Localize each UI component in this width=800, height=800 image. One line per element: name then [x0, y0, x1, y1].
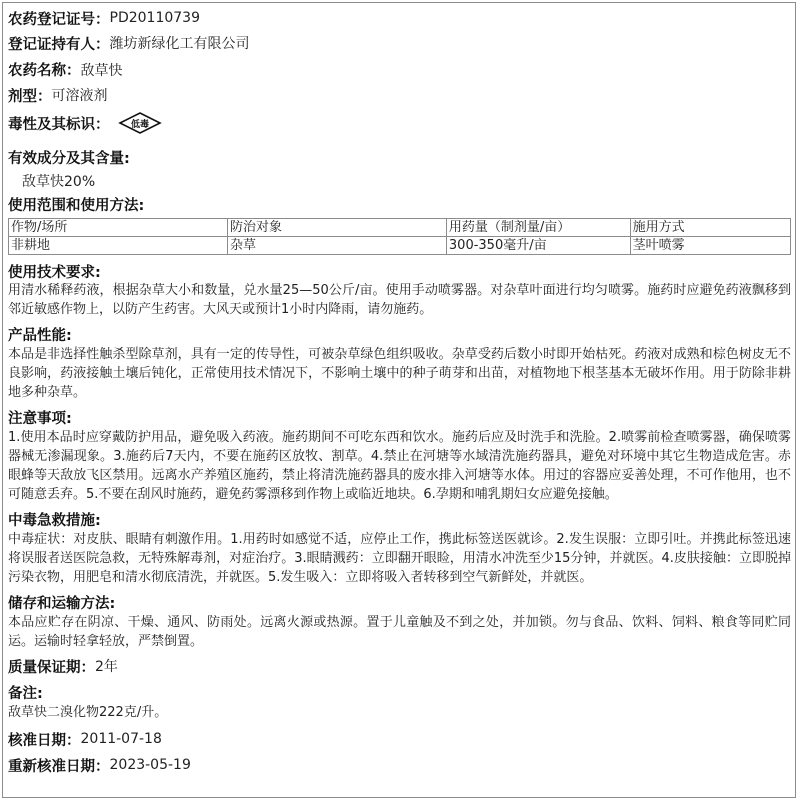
usage-table-header [9, 219, 791, 237]
usage-cell-crop: 非耕地 [9, 237, 228, 255]
reapproval-date-row [8, 752, 791, 778]
precautions-title-row [8, 406, 791, 428]
active-ingredient-value-row [8, 170, 791, 192]
formulation-row [8, 82, 791, 108]
registration-number-label: 农药登记证号： [8, 11, 110, 28]
active-ingredient-title: 有效成分及其含量: [8, 150, 130, 167]
storage-title-row [8, 591, 791, 613]
storage-title: 储存和运输方法: [8, 595, 116, 612]
registration-number-row [8, 7, 791, 29]
toxicity-row [8, 108, 791, 138]
usage-title: 使用范围和使用方法: [8, 197, 145, 214]
performance-text: 本品是非选择性触杀型除草剂，具有一定的传导性，可被杂草绿色组织吸收。杂草受药后数小时即开始枯死。药液对成熟和棕色树皮无不良影响，药液接触土壤后钝化，正常使用技术情况下，不影响土壤中的种子萌芽和出苗，对植物地下根茎基本无破坏作用。用于防除非耕地多种杂草。 [8, 347, 791, 400]
label-document [2, 2, 796, 798]
first-aid-title: 中毒急救措施: [8, 512, 101, 529]
usage-title-row [8, 194, 791, 214]
toxicity-label: 毒性及其标识： [8, 116, 110, 133]
active-ingredient-title-row [8, 144, 791, 170]
approval-date-label: 核准日期： [8, 732, 81, 749]
holder-row [8, 29, 791, 57]
remarks-text: 敌草快二溴化物222克/升。 [8, 705, 168, 720]
remarks-title: 备注: [8, 685, 43, 702]
performance-title-row [8, 323, 791, 345]
reapproval-date-value: 2023-05-19 [109, 757, 191, 773]
toxicity-badge-text: 低毒 [130, 120, 149, 130]
storage-text: 本品应贮存在阴凉、干燥、通风、防雨处。远离火源或热源。置于儿童触及不到之处，并加锁。勿与食品、饮料、饲料、粮食等同贮同运。运输时轻拿轻放，严禁倒置。 [8, 615, 791, 649]
formulation-value: 可溶液剂 [51, 88, 108, 104]
holder-value: 潍坊新绿化工有限公司 [109, 36, 250, 52]
approval-date-value: 2011-07-18 [80, 731, 162, 747]
active-ingredient-value: 敌草快20% [22, 174, 96, 190]
remarks-title-row [8, 681, 791, 703]
technical-text: 用清水稀释药液，根据杂草大小和数量，兑水量25—50公斤/亩。使用手动喷雾器。对杂草叶面进行均匀喷雾。施药时应避免药液飘移到邻近敏感作物上，以防产生药害。大风天或预计1小时内降雨，请勿施药。 [8, 283, 791, 317]
shelf-life-label: 质量保证期： [8, 659, 95, 676]
pesticide-name-label: 农药名称： [8, 63, 81, 79]
formulation-label: 剂型： [8, 88, 52, 105]
first-aid-title-row [8, 508, 791, 530]
first-aid-text: 中毒症状：对皮肤、眼睛有刺激作用。1.用药时如感觉不适，应停止工作，携此标签送医就诊。2.发生误服：立即引吐。并携此标签迅速将误服者送医院急救，无特殊解毒剂，对症治疗。3.眼睛溅药：立即翻开眼睑，用清水冲洗至少15分钟，并就医。4.皮肤接触：立即脱掉污染衣物，用肥皂和清水彻底清洗，并就医。5.发生吸入：立即将吸入者转移到空气新鲜处，并就医。 [8, 532, 791, 585]
usage-cell-method: 茎叶喷雾 [630, 237, 790, 255]
table-row [9, 237, 791, 255]
performance-title: 产品性能: [8, 327, 72, 344]
technical-title-row [8, 261, 791, 281]
usage-cell-target: 杂草 [227, 237, 446, 255]
low-toxicity-diamond-icon [118, 111, 162, 135]
precautions-text: 1.使用本品时应穿戴防护用品，避免吸入药液。施药期间不可吃东西和饮水。施药后应及时洗手和洗脸。2.喷雾前检查喷雾器，确保喷雾器械无渗漏现象。3.施药后7天内，不要在施药区放牧、割草。4.禁止在河塘等水域清洗施药器具，避免对环境中其它生物造成危害。赤眼蜂等天敌放飞区禁用。远离水产养殖区施药，禁止将清洗施药器具的废水排入河塘等水体。用过的容器应妥善处理，不可作他用，也不可随意丢弃。5.不要在刮风时施药，避免药雾漂移到作物上或临近地块。6.孕期和哺乳期妇女应避免接触。 [8, 430, 791, 502]
approval-date-row [8, 726, 791, 752]
usage-header-cell: 防治对象 [227, 219, 446, 237]
pesticide-name-value: 敌草快 [80, 62, 123, 79]
pesticide-name-row [8, 57, 791, 82]
usage-table [8, 218, 791, 255]
usage-cell-dosage: 300-350毫升/亩 [446, 237, 630, 255]
usage-header-cell: 用药量（制剂量/亩） [446, 219, 630, 237]
registration-number-value: PD20110739 [109, 10, 200, 26]
reapproval-date-label: 重新核准日期： [8, 758, 110, 775]
usage-header-cell: 施用方式 [630, 219, 790, 237]
holder-label: 登记证持有人： [8, 36, 110, 53]
usage-header-cell: 作物/场所 [9, 219, 228, 237]
shelf-life-row [8, 653, 791, 679]
technical-title: 使用技术要求: [8, 264, 101, 281]
shelf-life-value: 2年 [95, 659, 118, 675]
precautions-title: 注意事项: [8, 410, 72, 427]
